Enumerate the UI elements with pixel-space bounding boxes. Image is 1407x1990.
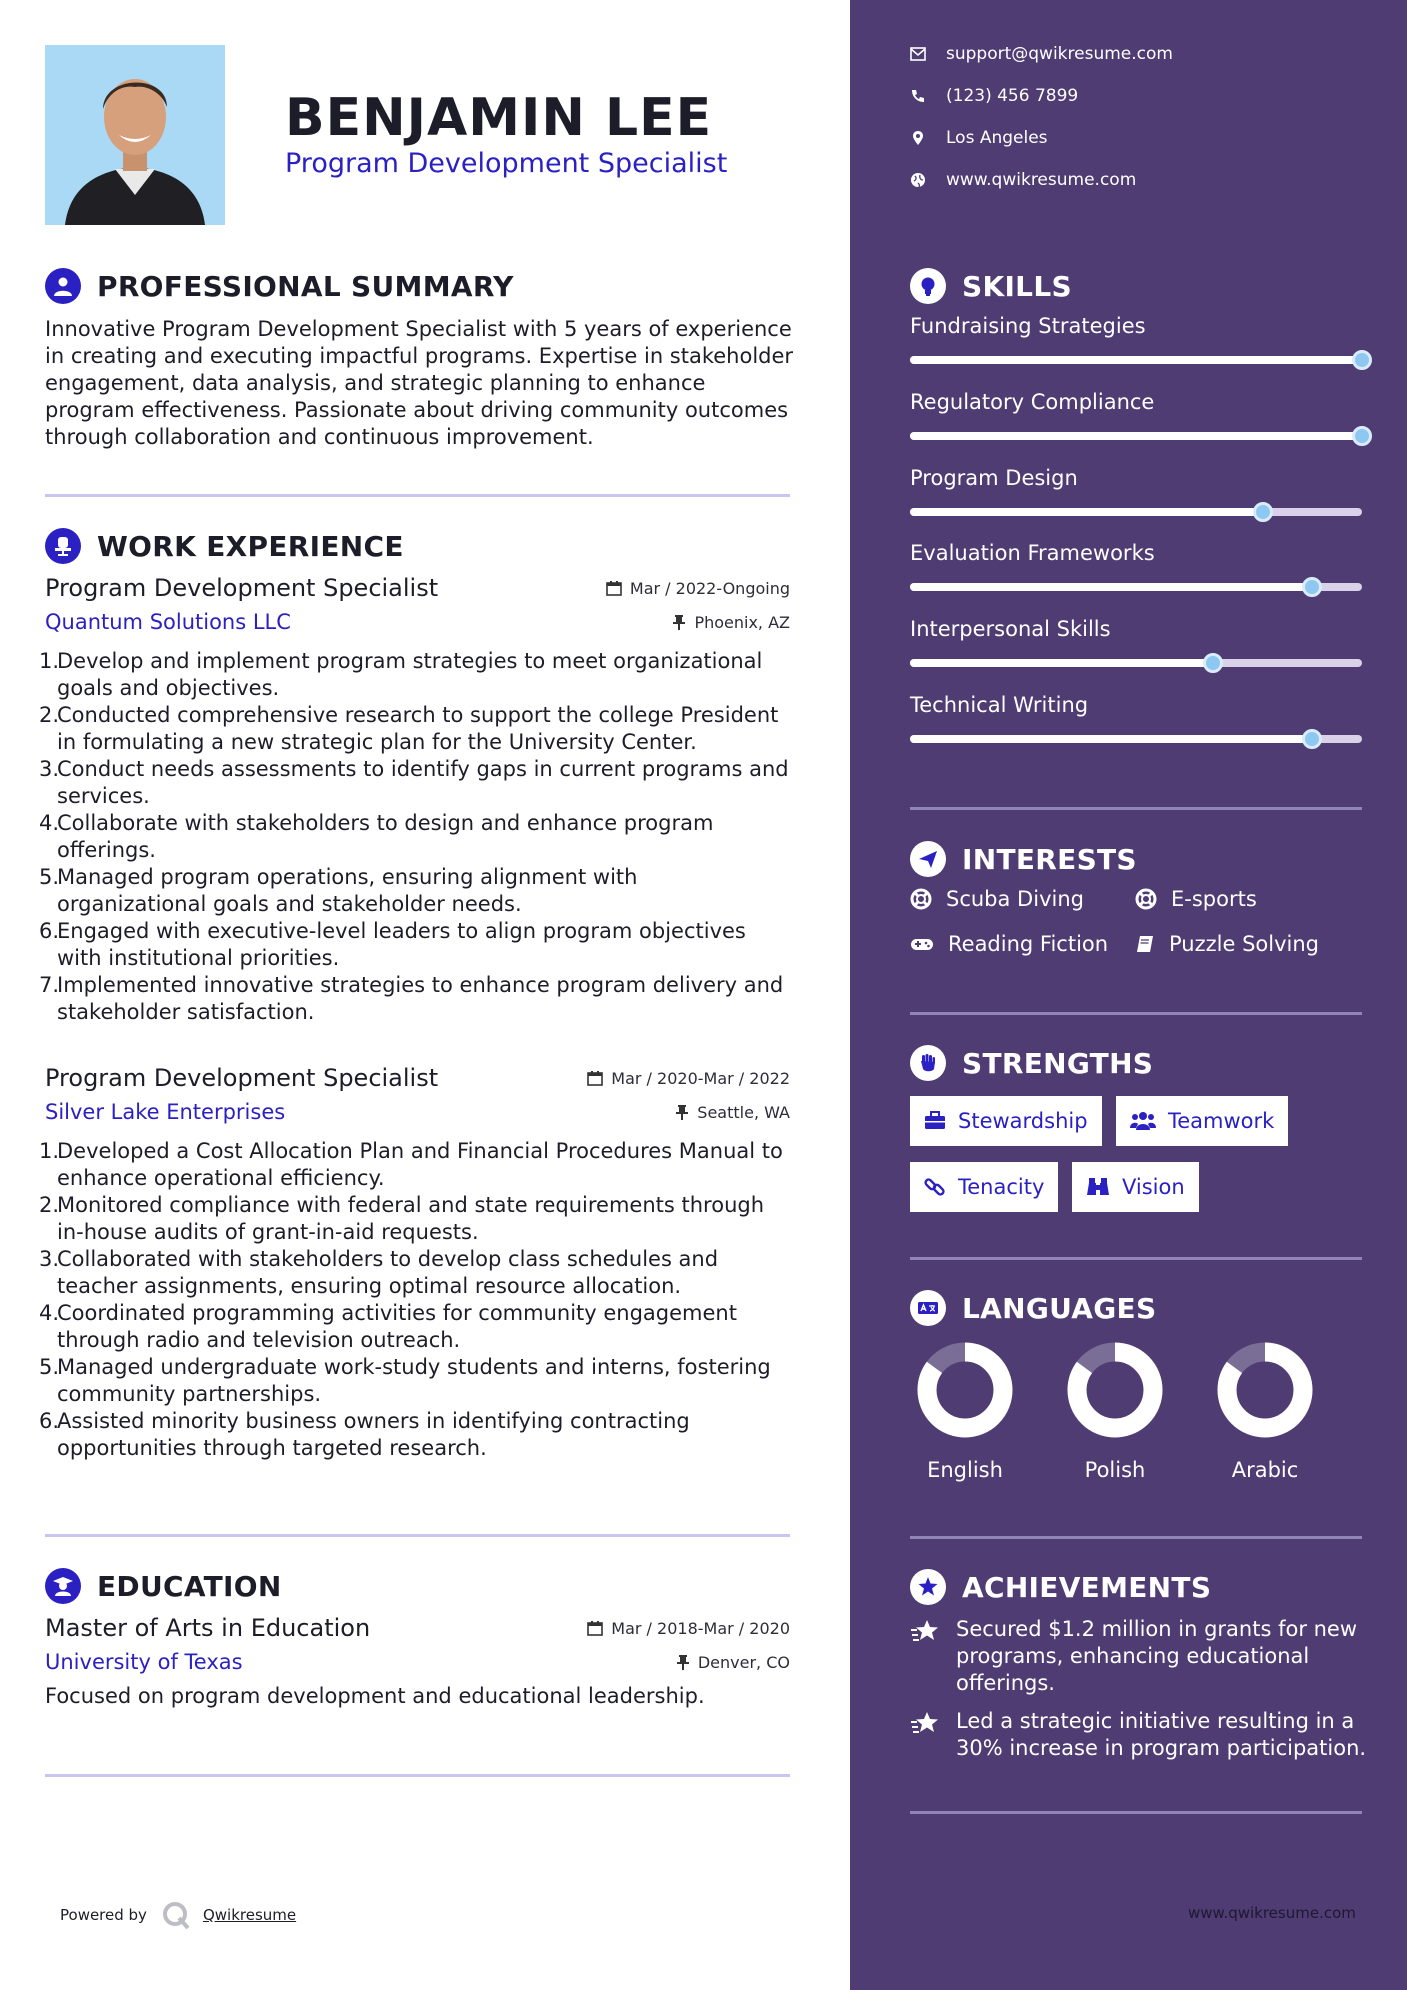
section-divider xyxy=(45,494,790,497)
interest-item: Reading Fiction xyxy=(910,932,1108,956)
interest-item: E-sports xyxy=(1135,887,1257,911)
star-medal-icon xyxy=(910,1710,942,1738)
job-title: Program Development Specialist xyxy=(45,574,439,602)
duty-item: 7. Implemented innovative strategies to enhance program delivery and stakeholder satisfaction. xyxy=(39,973,784,1024)
duty-item: 3. Collaborated with stakeholders to develop class schedules and teacher assignments, ensuring optimal resource allocation. xyxy=(39,1247,719,1298)
skill-level-knob xyxy=(1203,653,1223,673)
lifebuoy-icon xyxy=(910,888,932,910)
duty-item: 3. Conduct needs assessments to identify gaps in current programs and services. xyxy=(39,757,789,808)
skill-level-knob xyxy=(1352,350,1372,370)
skill-level-knob xyxy=(1302,577,1322,597)
contact-phone[interactable]: (123) 456 7899 xyxy=(910,86,1078,106)
calendar-icon xyxy=(587,1070,603,1086)
duty-item: 1. Developed a Cost Allocation Plan and Financial Procedures Manual to enhance operational efficiency. xyxy=(39,1139,783,1190)
education-description: Focused on program development and educational leadership. xyxy=(45,1684,705,1708)
section-divider xyxy=(910,807,1362,810)
skill-item xyxy=(910,693,1362,743)
contact-website[interactable]: www.qwikresume.com xyxy=(910,170,1136,190)
duty-item: 5. Managed undergraduate work-study students and interns, fostering community partnerships. xyxy=(39,1355,771,1406)
job-company: Quantum Solutions LLC xyxy=(45,610,291,634)
phone-icon xyxy=(910,88,926,104)
strength-badge: Stewardship xyxy=(910,1096,1102,1146)
briefcase-chair-icon xyxy=(45,528,81,564)
duty-item: 2. Conducted comprehensive research to support the college President in formulating a new strategic plan for the University Center. xyxy=(39,703,779,754)
candidate-role: Program Development Specialist xyxy=(285,148,728,179)
candidate-name: BENJAMIN LEE xyxy=(285,88,713,148)
lifebuoy-icon xyxy=(1135,888,1157,910)
skill-bar-fill xyxy=(910,583,1312,591)
skill-level-knob xyxy=(1253,502,1273,522)
skill-bar-fill xyxy=(910,735,1312,743)
skill-level-knob xyxy=(1352,426,1372,446)
job-date: Mar / 2020-Mar / 2022 xyxy=(587,1069,790,1088)
section-divider xyxy=(910,1257,1362,1260)
job-date: Mar / 2022-Ongoing xyxy=(606,579,790,598)
skill-bar-fill xyxy=(910,356,1362,364)
strength-badge: Tenacity xyxy=(910,1162,1058,1212)
language-item xyxy=(1210,1342,1320,1482)
languages-heading: LANGUAGES xyxy=(910,1290,1156,1326)
experience-heading: WORK EXPERIENCE xyxy=(45,528,404,564)
skill-bar-fill xyxy=(910,508,1263,516)
skill-item xyxy=(910,390,1362,440)
skill-bar xyxy=(910,508,1362,516)
strength-badge: Teamwork xyxy=(1116,1096,1288,1146)
job-company: Silver Lake Enterprises xyxy=(45,1100,286,1124)
globe-icon xyxy=(910,172,926,188)
strengths-heading: STRENGTHS xyxy=(910,1045,1153,1081)
skill-bar-fill xyxy=(910,659,1213,667)
skill-item xyxy=(910,466,1362,516)
language-level-ring xyxy=(1217,1342,1313,1438)
section-divider xyxy=(910,1536,1362,1539)
skill-bar-fill xyxy=(910,432,1362,440)
skill-item xyxy=(910,314,1362,364)
envelope-icon xyxy=(910,47,926,61)
summary-heading: PROFESSIONAL SUMMARY xyxy=(45,268,514,304)
skill-name: Evaluation Frameworks xyxy=(910,541,1155,565)
job-duties xyxy=(39,648,790,1026)
section-divider xyxy=(910,1811,1362,1814)
job-entry xyxy=(39,1064,790,1462)
skill-name: Fundraising Strategies xyxy=(910,314,1146,338)
skill-bar xyxy=(910,583,1362,591)
link-icon xyxy=(924,1176,946,1198)
skill-name: Program Design xyxy=(910,466,1078,490)
duty-item: 4. Coordinated programming activities for community engagement through radio and television outreach. xyxy=(39,1301,737,1352)
language-level-ring xyxy=(917,1342,1013,1438)
graduate-icon xyxy=(45,1568,81,1604)
education-location: Denver, CO xyxy=(676,1653,790,1672)
pin-icon xyxy=(675,1104,689,1120)
gamepad-icon xyxy=(910,935,934,953)
duty-item: 4. Collaborate with stakeholders to design and enhance program offerings. xyxy=(39,811,714,862)
language-icon xyxy=(910,1290,946,1326)
job-duties xyxy=(39,1138,790,1462)
duty-item: 2. Monitored compliance with federal and state requirements through in-house audits of grant-in-aid requests. xyxy=(39,1193,765,1244)
calendar-icon xyxy=(587,1620,603,1636)
footer-website-link[interactable]: www.qwikresume.com xyxy=(1188,1904,1356,1922)
education-entry xyxy=(45,1614,790,1708)
language-name: English xyxy=(927,1458,1003,1482)
education-date: Mar / 2018-Mar / 2020 xyxy=(587,1619,790,1638)
skill-level-knob xyxy=(1302,729,1322,749)
award-star-icon xyxy=(910,1569,946,1605)
users-icon xyxy=(1130,1111,1156,1131)
job-entry xyxy=(39,574,790,1026)
school: University of Texas xyxy=(45,1650,243,1674)
skill-bar xyxy=(910,356,1362,364)
profile-photo xyxy=(45,45,225,225)
language-name: Arabic xyxy=(1231,1458,1299,1482)
job-location: Phoenix, AZ xyxy=(672,613,790,632)
job-location: Seattle, WA xyxy=(675,1103,790,1122)
contact-location: Los Angeles xyxy=(910,128,1048,148)
skill-item xyxy=(910,541,1362,591)
star-medal-icon xyxy=(910,1618,942,1646)
qwikresume-link[interactable]: Qwikresume xyxy=(202,1906,297,1924)
section-divider xyxy=(910,1012,1362,1015)
duty-item: 1. Develop and implement program strategies to meet organizational goals and objectives. xyxy=(39,649,763,700)
interest-item: Scuba Diving xyxy=(910,887,1084,911)
pin-icon xyxy=(672,614,686,630)
language-level-ring xyxy=(1067,1342,1163,1438)
book-icon xyxy=(1135,934,1155,954)
achievement-item: Led a strategic initiative resulting in a 30% increase in program participation. xyxy=(910,1708,1370,1762)
strength-badge: Vision xyxy=(1072,1162,1199,1212)
skill-name: Technical Writing xyxy=(910,693,1089,717)
contact-email[interactable]: support@qwikresume.com xyxy=(910,44,1173,64)
fist-icon xyxy=(910,1045,946,1081)
job-title: Program Development Specialist xyxy=(45,1064,439,1092)
pin-icon xyxy=(676,1654,690,1670)
interests-heading: INTERESTS xyxy=(910,841,1137,877)
section-divider xyxy=(45,1774,790,1777)
degree: Master of Arts in Education xyxy=(45,1614,371,1642)
qwikresume-logo-icon xyxy=(161,1900,191,1930)
language-name: Polish xyxy=(1084,1458,1146,1482)
skills-heading: SKILLS xyxy=(910,268,1072,304)
skill-name: Regulatory Compliance xyxy=(910,390,1155,414)
skill-item xyxy=(910,617,1362,667)
paper-plane-icon xyxy=(910,841,946,877)
powered-by: Powered by Qwikresume xyxy=(60,1900,296,1930)
duty-item: 6. Engaged with executive-level leaders to align program objectives with institutional priorities. xyxy=(39,919,746,970)
binoculars-icon xyxy=(1086,1177,1110,1197)
map-pin-icon xyxy=(910,130,926,146)
user-icon xyxy=(45,268,81,304)
education-heading: EDUCATION xyxy=(45,1568,282,1604)
lightbulb-icon xyxy=(910,268,946,304)
skill-name: Interpersonal Skills xyxy=(910,617,1111,641)
interest-item: Puzzle Solving xyxy=(1135,932,1319,956)
skill-bar xyxy=(910,659,1362,667)
duty-item: 6. Assisted minority business owners in identifying contracting opportunities through targeted research. xyxy=(39,1409,690,1460)
achievement-item: Secured $1.2 million in grants for new programs, enhancing educational offerings. xyxy=(910,1616,1370,1697)
skill-bar xyxy=(910,735,1362,743)
summary-text: Innovative Program Development Specialist with 5 years of experience in creating and executing impactful programs. Expertise in stakeholder engagement, data analysis, and strategic planning to enhance program effectiveness. Passionate about driving community outcomes through collaboration and continuous improvement. xyxy=(45,317,794,449)
briefcase-icon xyxy=(924,1111,946,1131)
calendar-icon xyxy=(606,580,622,596)
section-divider xyxy=(45,1534,790,1537)
skill-bar xyxy=(910,432,1362,440)
duty-item: 5. Managed program operations, ensuring alignment with organizational goals and stakeholder needs. xyxy=(39,865,638,916)
language-item xyxy=(1060,1342,1170,1482)
achievements-heading: ACHIEVEMENTS xyxy=(910,1569,1211,1605)
sidebar xyxy=(850,0,1407,1990)
language-item xyxy=(910,1342,1020,1482)
